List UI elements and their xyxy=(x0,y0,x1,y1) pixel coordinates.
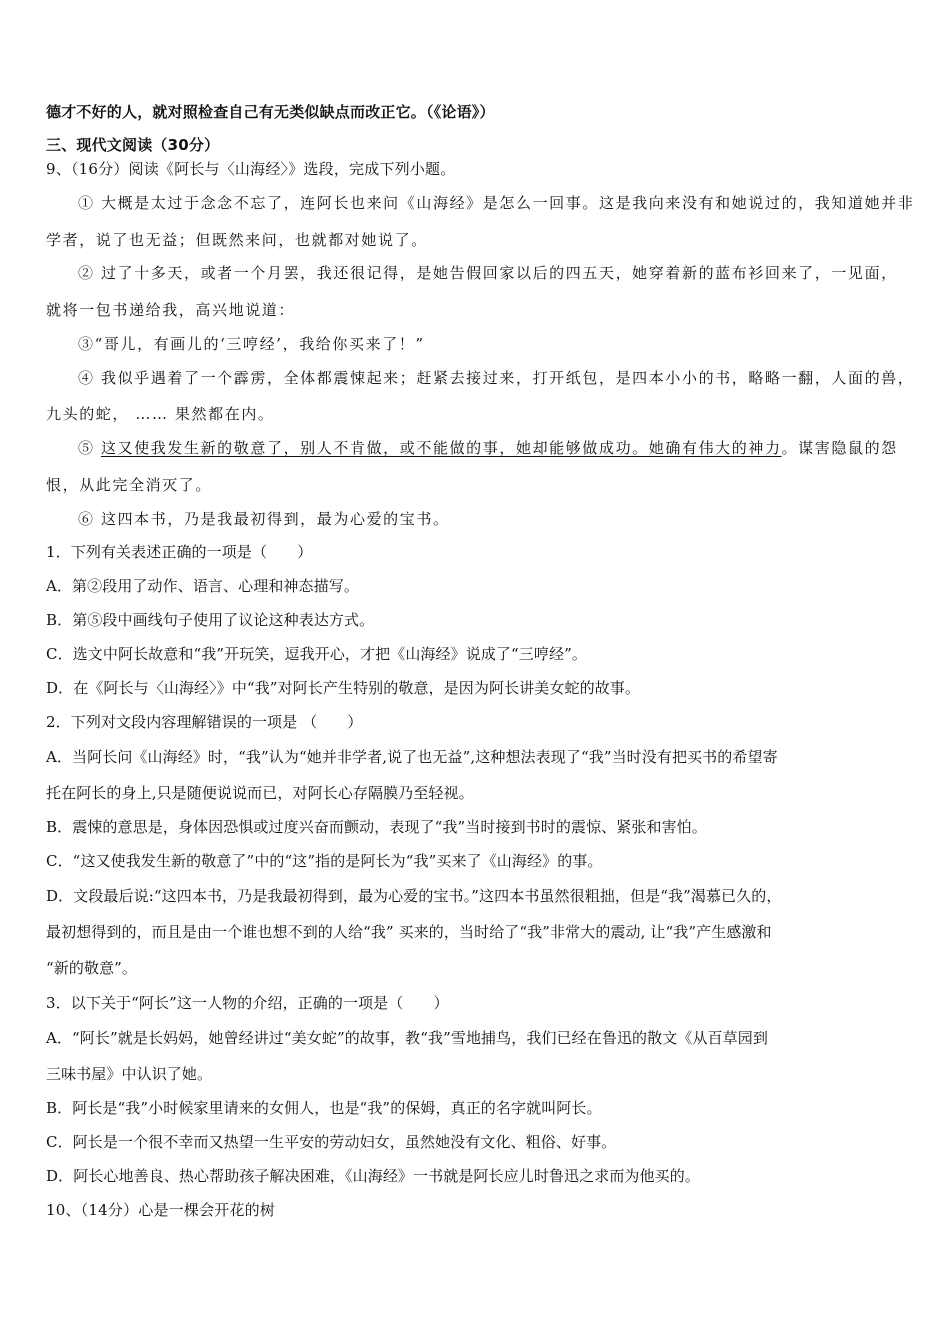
passage-p5-line2: 恨，从此完全消灭了。 xyxy=(46,476,213,494)
question-2-option-d-line2: 最初想得到的，而且是由一个谁也想不到的人给“我” 买来的，当时给了“我”非常大的震动, 让“我”产生感激和 xyxy=(46,923,772,941)
question-2-option-b: B．震悚的意思是，身体因恐惧或过度兴奋而颤动，表现了“我”当时接到书时的震惊、紧张和害怕。 xyxy=(46,818,707,836)
question-2-option-a-line2: 托在阿长的身上,只是随便说说而已，对阿长心存隔膜乃至轻视。 xyxy=(46,784,474,802)
passage-p1-line1: ① 大概是太过于念念不忘了，连阿长也来问《山海经》是怎么一回事。这是我向来没有和她说过的，我知道她并非 xyxy=(78,194,915,212)
question-3-option-a-line2: 三味书屋》中认识了她。 xyxy=(46,1065,213,1083)
passage-p5-rest: 。谋害隐鼠的怨 xyxy=(781,439,898,457)
passage-p3-line1: ③“哥儿，有画儿的‘三哼经’，我给你买来了！” xyxy=(78,335,425,353)
passage-p2-line1: ② 过了十多天，或者一个月罢，我还很记得，是她告假回家以后的四五天，她穿着新的蓝布衫回来了，一见面， xyxy=(78,264,898,282)
question-3-option-d: D．阿长心地善良、热心帮助孩子解决困难，《山海经》一书就是阿长应儿时鲁迅之求而为他买的。 xyxy=(46,1167,700,1185)
lunyu-quote-line: 德才不好的人，就对照检查自己有无类似缺点而改正它。（《论语》） xyxy=(46,103,495,121)
question-1-stem: 1．下列有关表述正确的一项是（ ） xyxy=(46,543,313,561)
question-3-option-b: B．阿长是“我”小时候家里请来的女佣人，也是“我”的保姆，真正的名字就叫阿长。 xyxy=(46,1099,602,1117)
passage-p2-line2: 就将一包书递给我，高兴地说道： xyxy=(46,301,296,319)
passage-p1-line2: 学者，说了也无益；但既然来问，也就都对她说了。 xyxy=(46,231,428,249)
section-heading: 三、现代文阅读（30分） xyxy=(46,136,220,154)
question-2-option-c: C．“这又使我发生新的敬意了”中的“这”指的是阿长为“我”买来了《山海经》的事。 xyxy=(46,852,603,870)
question-3-option-c: C．阿长是一个很不幸而又热望一生平安的劳动妇女，虽然她没有文化、粗俗、好事。 xyxy=(46,1133,617,1151)
underlined-sentence: 这又使我发生新的敬意了，别人不肯做，或不能做的事，她却能够做成功。她确有伟大的神力 xyxy=(100,439,782,457)
question-1-option-d: D．在《阿长与〈山海经〉》中“我”对阿长产生特别的敬意，是因为阿长讲美女蛇的故事。 xyxy=(46,679,640,697)
question-2-option-d-line1: D．文段最后说:“这四本书，乃是我最初得到，最为心爱的宝书。”这四本书虽然很粗拙，但是“我”渴慕已久的， xyxy=(46,887,782,905)
question-1-option-a: A．第②段用了动作、语言、心理和神态描写。 xyxy=(46,577,359,595)
question-1-option-b: B．第⑤段中画线句子使用了议论这种表达方式。 xyxy=(46,611,375,629)
passage-p4-line2: 九头的蛇， …… 果然都在内。 xyxy=(46,405,275,423)
question-3-option-a-line1: A．“阿长”就是长妈妈，她曾经讲过“美女蛇”的故事，教“我”雪地捕鸟，我们已经在鲁迅的散文《从百草园到 xyxy=(46,1029,768,1047)
question-2-option-d-line3: “新的敬意”。 xyxy=(46,959,138,977)
question-2-option-a-line1: A．当阿长问《山海经》时，“我”认为“她并非学者,说了也无益”,这种想法表现了“我”当时没有把买书的希望寄 xyxy=(46,748,778,766)
passage-p5-marker: ⑤ xyxy=(78,439,101,457)
question-3-stem: 3．以下关于“阿长”这一人物的介绍，正确的一项是（ ） xyxy=(46,994,449,1012)
passage-p6-line1: ⑥ 这四本书，乃是我最初得到，最为心爱的宝书。 xyxy=(78,510,450,528)
passage-p4-line1: ④ 我似乎遇着了一个霹雳，全体都震悚起来；赶紧去接过来，打开纸包，是四本小小的书，略略一翻，人面的兽， xyxy=(78,369,915,387)
q10-header: 10、（14分）心是一棵会开花的树 xyxy=(46,1201,276,1219)
passage-p5-line1 xyxy=(78,438,898,458)
question-2-stem: 2．下列对文段内容理解错误的一项是 （ ） xyxy=(46,713,363,731)
q9-header: 9、（16分）阅读《阿长与〈山海经〉》选段，完成下列小题。 xyxy=(46,160,456,178)
question-1-option-c: C．选文中阿长故意和“我”开玩笑，逗我开心，才把《山海经》说成了“三哼经”。 xyxy=(46,645,587,663)
